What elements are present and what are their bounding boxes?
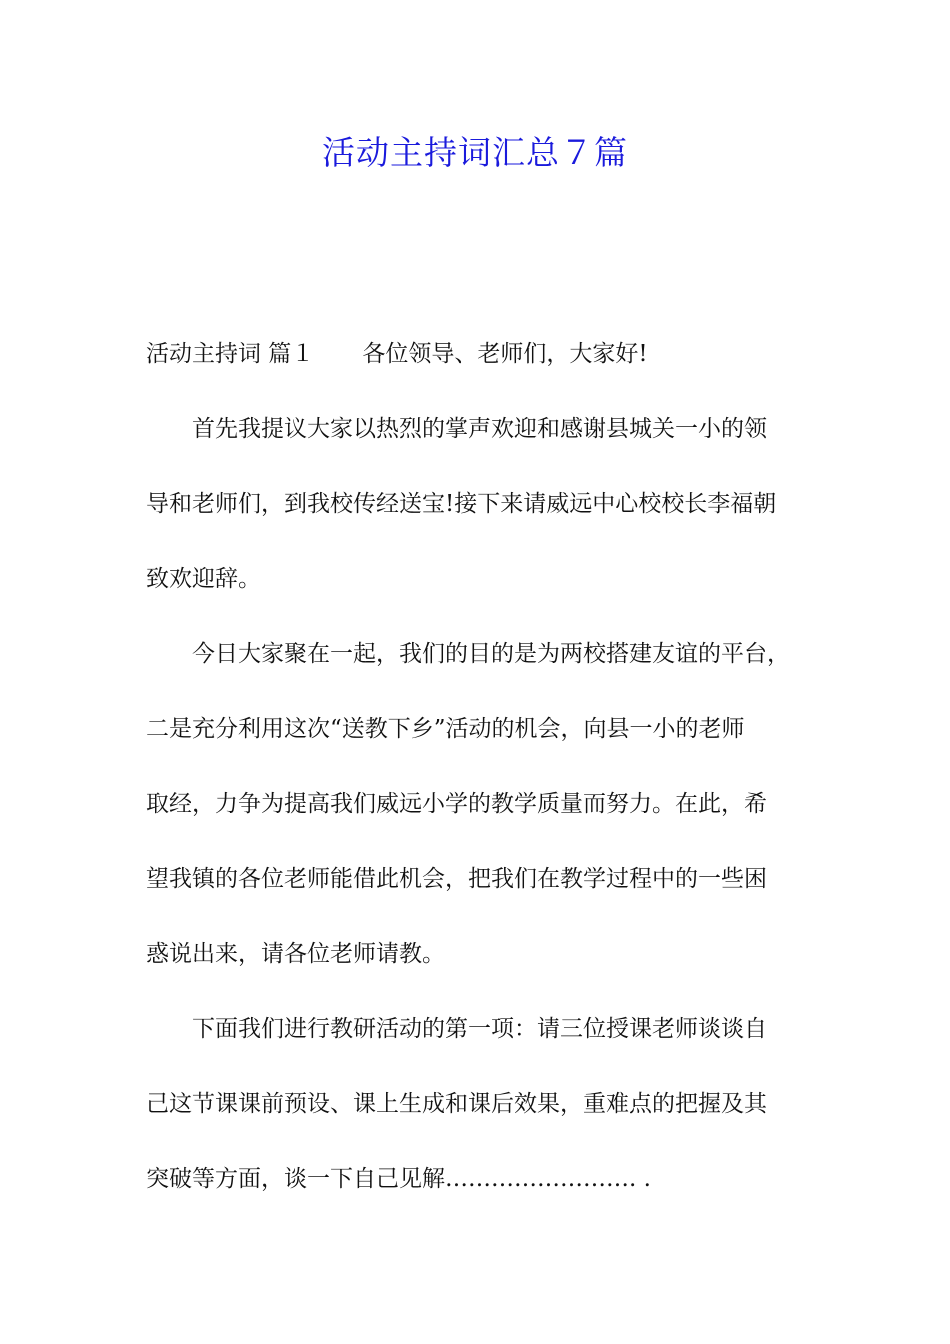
paragraph-line: 惑说出来，请各位老师请教。 (146, 941, 445, 967)
heading-line (146, 336, 806, 374)
paragraph-line: 二是充分利用这次“送教下乡”活动的机会，向县一小的老师 (146, 716, 745, 742)
line-spacer (146, 824, 806, 862)
paragraph-line: 取经，力争为提高我们威远小学的教学质量而努力。在此，希 (146, 791, 767, 817)
paragraph-line: 致欢迎辞。 (146, 566, 261, 592)
line-spacer (146, 1124, 806, 1162)
paragraph-line: 首先我提议大家以热烈的掌声欢迎和感谢县城关一小的领 (192, 416, 767, 442)
paragraph-line: 导和老师们，到我校传经送宝!接下来请威远中心校校长李福朝 (146, 491, 777, 517)
paragraph (146, 411, 806, 599)
line-spacer (146, 674, 806, 712)
line-spacer (146, 449, 806, 487)
paragraph-line: 望我镇的各位老师能借此机会，把我们在教学过程中的一些困 (146, 866, 767, 892)
paragraph-line: 己这节课课前预设、课上生成和课后效果，重难点的把握及其 (146, 1091, 767, 1117)
paragraph-line: 下面我们进行教研活动的第一项：请三位授课老师谈谈自 (192, 1016, 767, 1042)
paragraph-spacer (146, 374, 806, 412)
greeting-text: 各位领导、老师们，大家好! (362, 341, 648, 367)
document-body (146, 336, 806, 1199)
paragraph-line: 今日大家聚在一起，我们的目的是为两校搭建友谊的平台， (192, 641, 790, 667)
paragraph (146, 1011, 806, 1199)
section-heading: 活动主持词 篇１ (146, 341, 315, 367)
paragraph-spacer (146, 599, 806, 637)
line-spacer (146, 1049, 806, 1087)
line-spacer (146, 899, 806, 937)
paragraph-line: 突破等方面，谈一下自己见解……………………. . (146, 1166, 651, 1192)
paragraph-spacer (146, 974, 806, 1012)
paragraph (146, 636, 806, 974)
line-spacer (146, 524, 806, 562)
document-title: 活动主持词汇总７篇 (322, 133, 628, 172)
line-spacer (146, 749, 806, 787)
